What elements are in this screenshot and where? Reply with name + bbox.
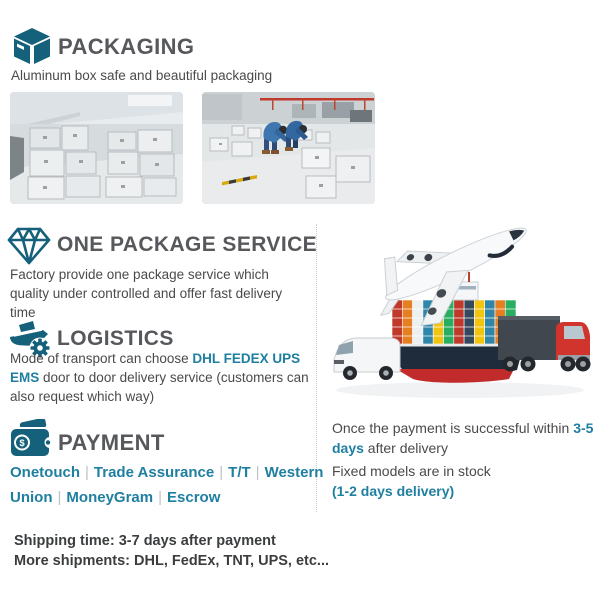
one-package-service-body: Factory provide one package service which quality under controlled and offer fast delivery time: [10, 267, 283, 321]
logistics-title: LOGISTICS: [57, 327, 174, 350]
logistics-body-suffix: door to door delivery service (customers can also request which way): [10, 370, 309, 405]
stock-note-line2: (1-2 days delivery): [332, 482, 455, 499]
diamond-icon: [6, 226, 52, 266]
method-separator: |: [85, 464, 89, 481]
method-separator: |: [255, 464, 260, 481]
box-icon: [12, 28, 52, 65]
logistics-carriers: DHL FEDEX UPS EMS: [10, 351, 301, 386]
method-separator: |: [158, 488, 163, 506]
delivery-note: [332, 419, 594, 459]
one-package-service-title: ONE PACKAGE SERVICE: [57, 233, 318, 256]
packaging-title: PACKAGING: [58, 34, 195, 59]
packaging-photo-workers: [202, 92, 375, 204]
payment-method: MoneyGram: [66, 488, 154, 506]
payment-method: T/T: [228, 464, 251, 481]
stock-note: [332, 462, 594, 502]
svg-text:$: $: [19, 438, 25, 449]
wallet-icon: [8, 419, 54, 461]
payment-methods: [10, 461, 328, 511]
payment-method: Escrow: [167, 488, 221, 506]
payment-title: PAYMENT: [58, 430, 165, 455]
delivery-note-suffix: after delivery: [363, 439, 448, 456]
method-separator: |: [219, 464, 224, 481]
shipping-time-note: Shipping time: 3-7 days after payment: [14, 533, 276, 549]
payment-method: Onetouch: [10, 464, 80, 481]
logistics-illustration: [328, 212, 592, 410]
delivery-note-prefix: Once the payment is successful within: [332, 420, 574, 436]
more-shipments-note: More shipments: DHL, FedEx, TNT, UPS, etc...: [14, 553, 330, 569]
method-separator: |: [57, 488, 62, 506]
packaging-photo-warehouse: [10, 92, 183, 204]
logistics-body-prefix: Mode of transport can choose: [10, 351, 193, 366]
payment-method: Trade Assurance: [93, 464, 215, 481]
payment-method: Western Union: [10, 464, 324, 506]
logistics-body: [10, 349, 314, 406]
stock-note-line1: Fixed models are in stock: [332, 463, 491, 479]
delivery-note-highlight: 3-5 days: [332, 420, 594, 456]
packaging-subtitle: Aluminum box safe and beautiful packaging: [11, 68, 273, 83]
